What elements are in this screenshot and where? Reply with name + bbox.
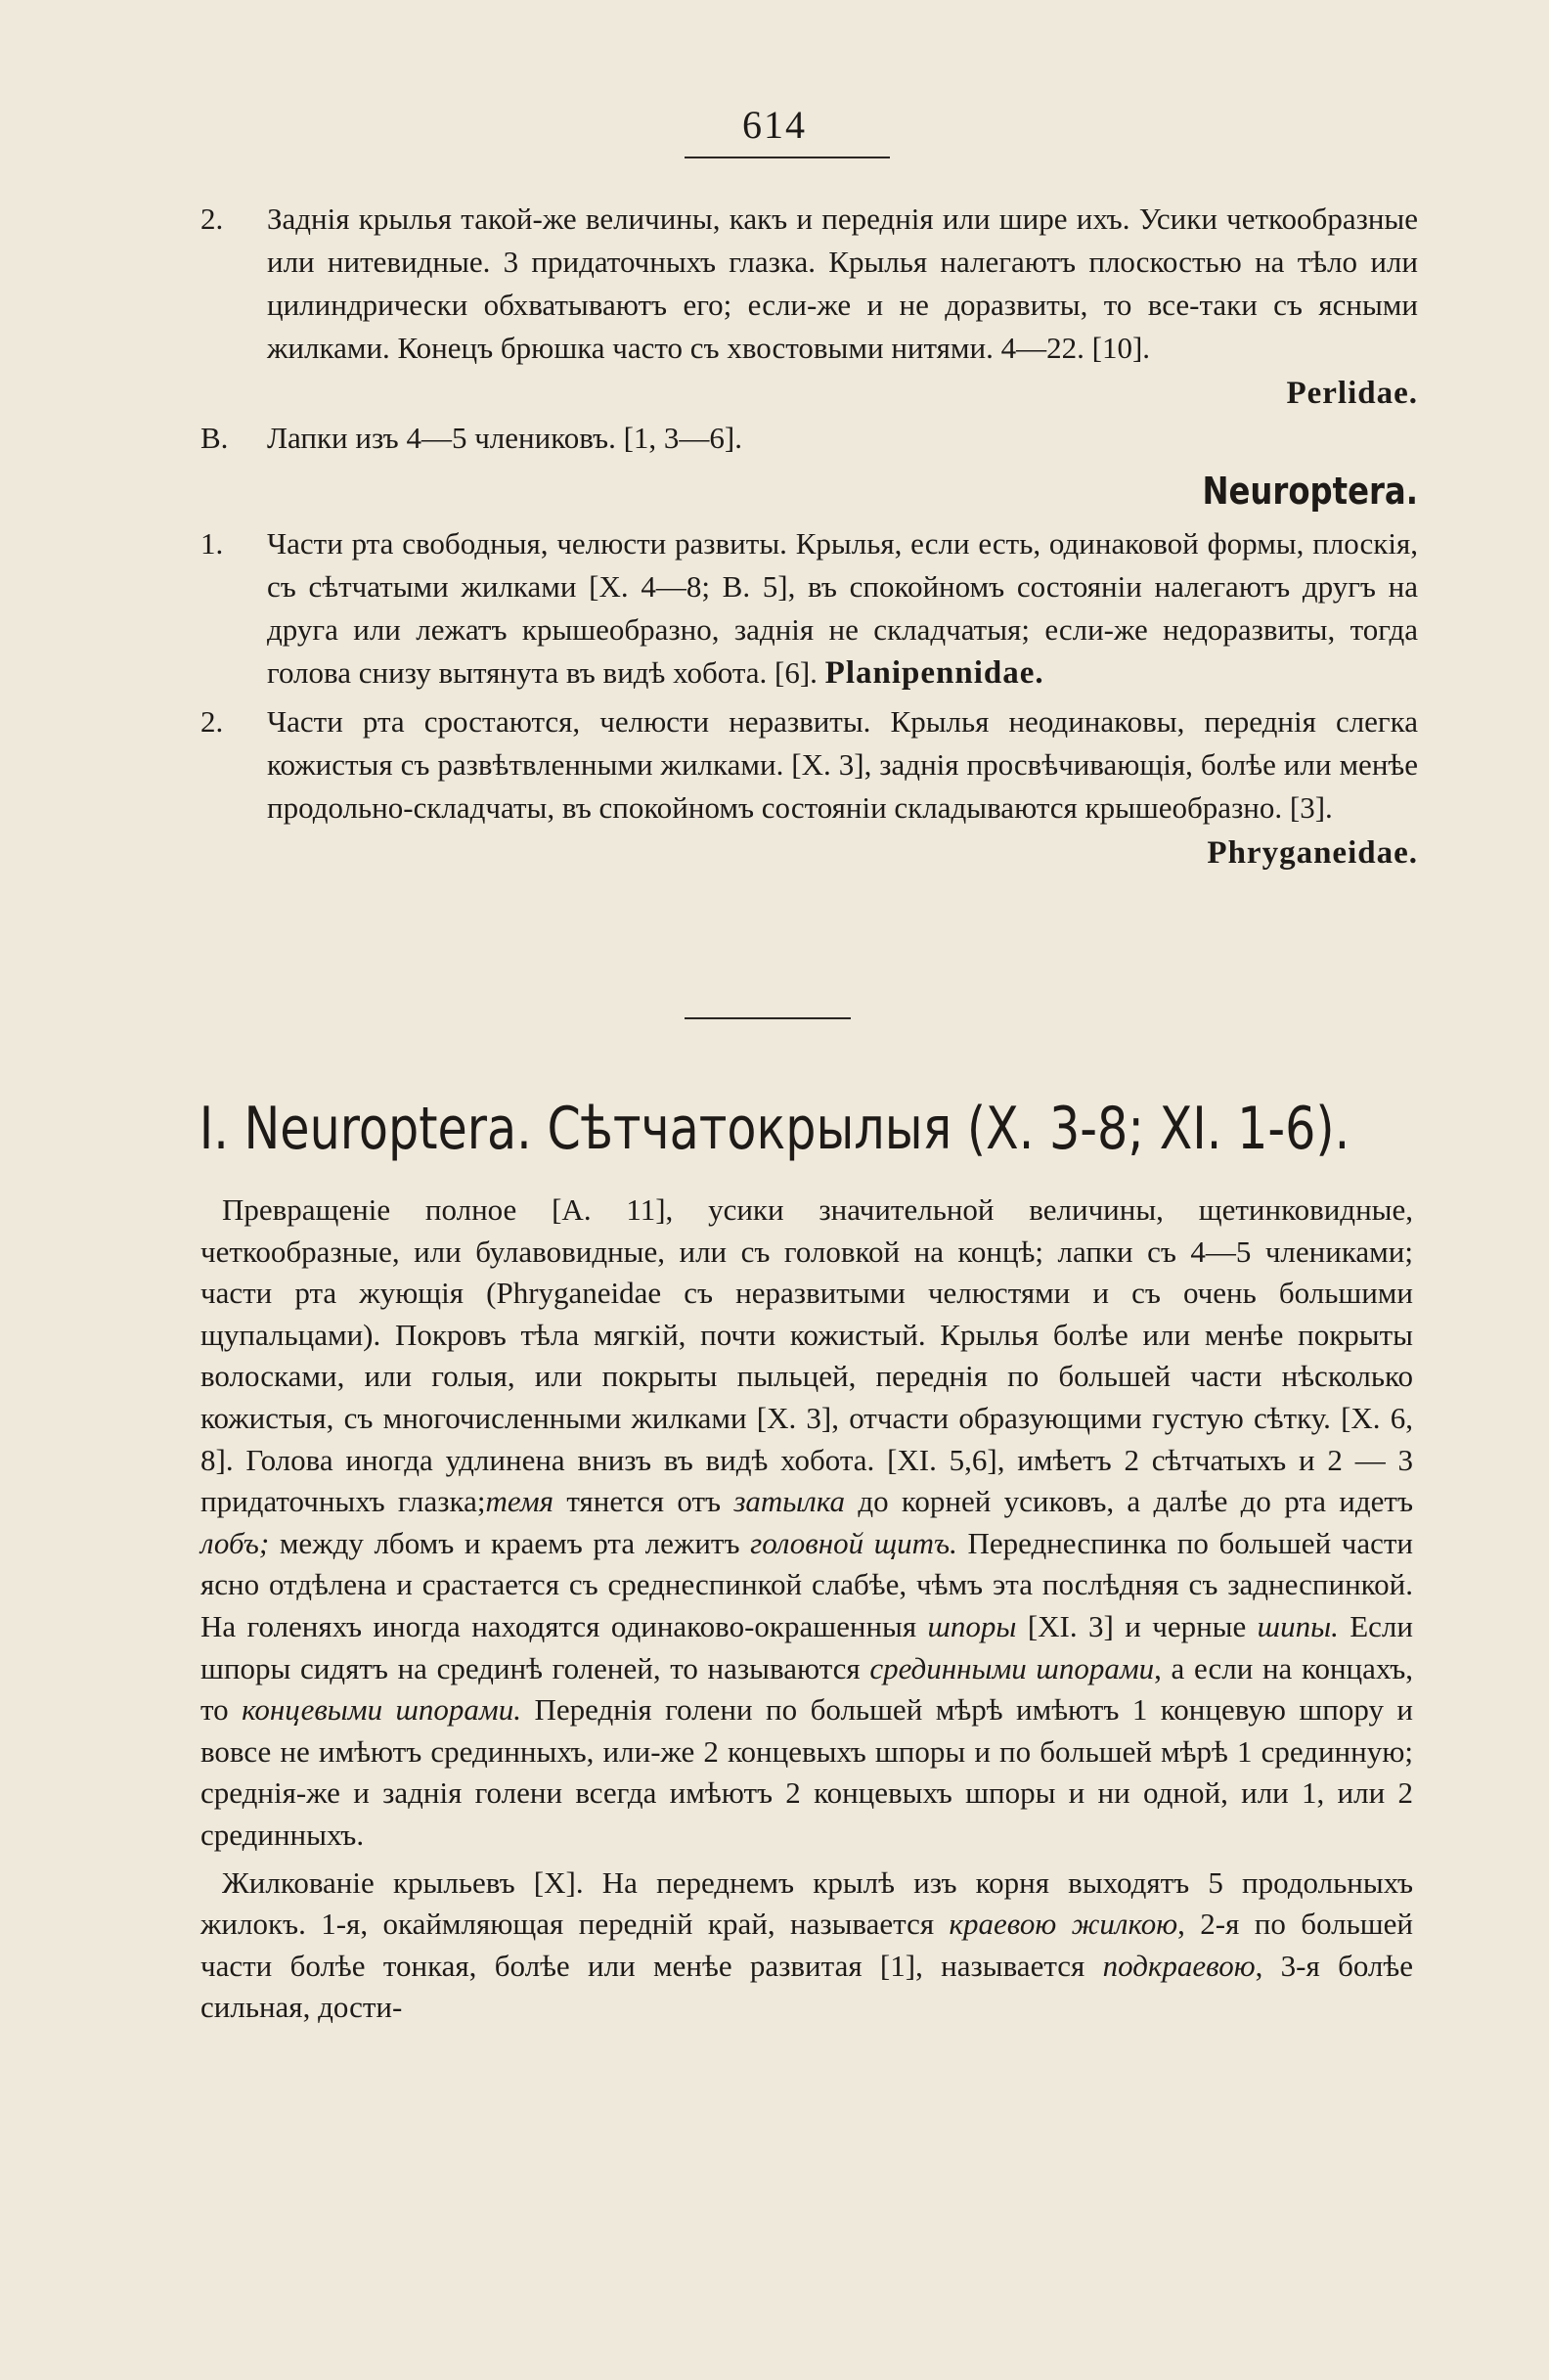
text-run: , 3-я болѣе сильная, дости-	[200, 1948, 1413, 2025]
text-run: , а если на концахъ, то	[200, 1650, 1413, 1728]
key-entry	[200, 700, 1418, 830]
paragraph	[200, 1190, 1413, 1857]
family-name: Planipennidae.	[824, 655, 1044, 691]
text-run: до корней усиковъ, а далѣе до рта идетъ	[845, 1484, 1413, 1519]
key-text-body: Части рта свободныя, челюсти развиты. Крылья, если есть, одинаковой формы, плоскія, съ сѣтчатыми жилками [X. 4—8; B. 5], въ спокойномъ состояніи налегаютъ другъ на друга или лежатъ крышеобразно, заднія не складчатыя; если-же недоразвиты, тогда голова снизу вытянута въ видѣ хобота. [6].	[267, 526, 1418, 690]
term: срединными шпорами	[869, 1650, 1155, 1685]
family-name: Perlidae.	[1286, 376, 1418, 411]
header-rule	[685, 157, 890, 158]
text-run: [XI. 3] и черные	[1016, 1608, 1258, 1643]
term: затылка	[733, 1484, 846, 1519]
key-number: В.	[200, 421, 229, 455]
term: темя	[485, 1484, 554, 1519]
text-run: Жилкованіе крыльевъ [X]. На переднемъ крылѣ изъ корня выходятъ 5 продольныхъ жилокъ. 1-я, окаймляющая передній край, называется	[200, 1864, 1413, 1942]
key-text: Заднія крылья такой-же величины, какъ и переднія или шире ихъ. Усики четкообразные или нитевидные. 3 придаточныхъ глазка. Крылья налегаютъ плоскостью на тѣло или цилиндрически обхватываютъ его; если-же и не доразвиты, то все-таки съ ясными жилками. Конецъ брюшка часто съ хвостовыми нитями. 4—22. [10].	[267, 202, 1418, 365]
family-name: Phryganeidae.	[1207, 835, 1418, 871]
term: лобъ;	[200, 1525, 270, 1560]
key-number: 1.	[200, 526, 224, 561]
section-body	[200, 1190, 1413, 2029]
term: подкраевою	[1102, 1948, 1256, 1983]
key-text: Лапки изъ 4—5 члениковъ. [1, 3—6].	[267, 421, 742, 455]
text-run: тянется отъ	[553, 1484, 734, 1519]
order-name: Neuroptera.	[1202, 470, 1418, 513]
key-number: 2.	[200, 202, 224, 236]
text-run: Переднеспинка по большей части ясно отдѣлена и срастается съ среднеспинкой слабѣе, чѣмъ эта послѣдняя съ заднеспинкой. На голеняхъ иногда находятся одинаково-окрашенныя	[200, 1525, 1413, 1643]
text-run: между лбомъ и краемъ рта лежитъ	[269, 1525, 751, 1560]
identification-key	[200, 198, 1418, 876]
key-entry	[200, 522, 1418, 695]
text-run: Переднія голени по большей мѣрѣ имѣютъ 1 концевую шпору и вовсе не имѣютъ срединныхъ, или-же 2 концевыхъ шпоры и по большей мѣрѣ 1 срединную; среднія-же и заднія голени всегда имѣютъ 2 концевыхъ шпоры и ни одной, или 1, или 2 срединныхъ.	[200, 1692, 1414, 1852]
key-entry	[200, 198, 1418, 370]
text-run: Если шпоры сидятъ на срединѣ голеней, то называются	[200, 1608, 1413, 1685]
key-text: Части рта сростаются, челюсти неразвиты. Крылья неодинаковы, переднія слегка кожистыя съ развѣтвленными жилками. [X. 3], заднія просвѣчивающія, болѣе или менѣе продольно-складчаты, въ спокойномъ состояніи складываются крышеобразно. [3].	[267, 704, 1418, 825]
paragraph	[200, 1863, 1413, 2029]
term: концевыми шпорами.	[242, 1692, 521, 1728]
key-text	[267, 522, 1418, 695]
section-title: I. Neuroptera. Сѣтчатокрылыя (X. 3-8; XI. 1-6).	[199, 1095, 1350, 1163]
text-run: Превращеніе полное [A. 11], усики значительной величины, щетинковидные, четкообразные, или булавовидные, или съ головкой на концѣ; лапки съ 4—5 члениками; части рта жующія (Phryganeidae съ неразвитыми челюстями и съ очень большими щупальцами). Покровъ тѣла мягкій, почти кожистый. Крылья болѣе или менѣе покрыты волосками, или голыя, или покрыты пыльцей, переднія по большей части нѣсколько кожистыя, съ многочисленными жилками [X. 3], отчасти образующими густую сѣтку. [X. 6, 8]. Голова иногда удлинена внизъ въ видѣ хобота. [XI. 5,6], имѣетъ 2 сѣтчатыхъ и 2 — 3 придаточныхъ глазка;	[200, 1192, 1413, 1519]
term: краевою жилкою	[949, 1907, 1178, 1942]
term: шпоры	[927, 1608, 1017, 1643]
page-number: 614	[742, 103, 807, 147]
text-run: , 2-я по большей части болѣе тонкая, болѣе или менѣе развитая [1], называется	[200, 1907, 1413, 1983]
term: шипы.	[1257, 1608, 1339, 1643]
key-entry	[200, 417, 1418, 460]
term: головной щитъ.	[750, 1525, 957, 1560]
key-number: 2.	[200, 704, 224, 739]
section-rule	[685, 1017, 851, 1019]
